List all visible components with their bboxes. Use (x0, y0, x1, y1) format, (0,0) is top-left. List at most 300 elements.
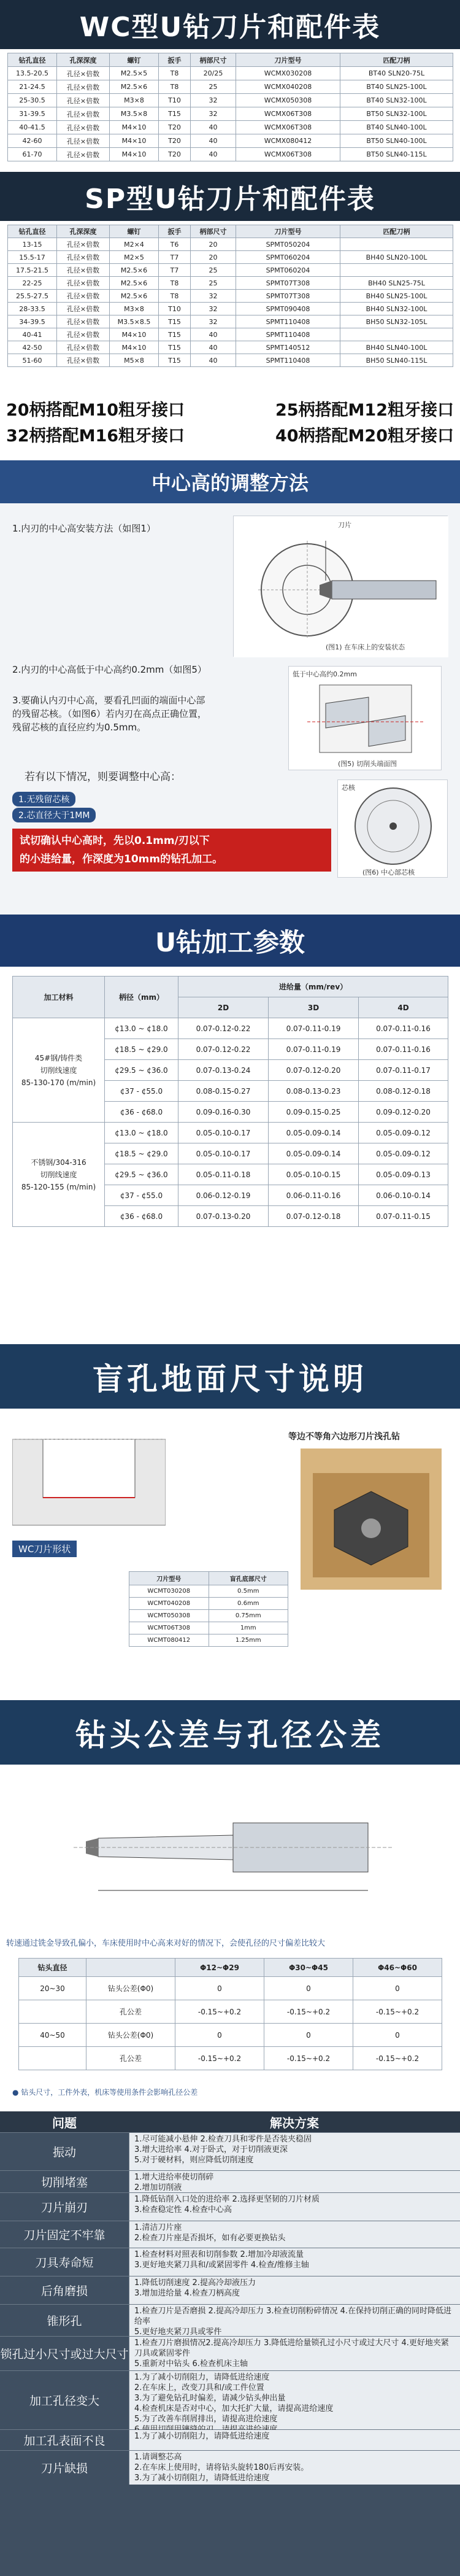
hex-insert-photo (301, 1449, 442, 1590)
wc-header-1: 孔深深度 (57, 53, 110, 67)
blind-row (129, 1610, 288, 1622)
wc-cell: 25-30.5 (8, 94, 57, 107)
problem-name: 刀片崩刃 (40, 2201, 88, 2214)
blind-header-insert: 刀片型号 (129, 1572, 209, 1585)
blind-hole-section (0, 1344, 460, 1700)
param-header-shank: 柄径（mm） (105, 977, 178, 1018)
param-cell: 0.08-0.12-0.18 (359, 1081, 448, 1102)
solution-list (129, 2171, 460, 2192)
problem-name: 锥形孔 (47, 2315, 82, 2328)
param-cell: ¢36 - ¢68.0 (105, 1206, 178, 1227)
wc-cell: M3.5×8 (110, 107, 159, 121)
wc-cell: 孔径×倍数 (57, 80, 110, 94)
param-cell: 0.05-0.09-0.14 (269, 1123, 359, 1143)
sp-cell: 32 (191, 315, 236, 328)
sp-cell: 孔径×倍数 (57, 354, 110, 367)
solution-list (129, 2337, 460, 2370)
wc-cell: 孔径×倍数 (57, 94, 110, 107)
note-20-shank: 20柄搭配M10粗牙接口 (6, 400, 185, 420)
sp-title: SP型U钻刀片和配件表 (85, 184, 375, 215)
wc-cell: T20 (159, 134, 191, 148)
sp-cell: SPMT090408 (236, 303, 340, 315)
param-header-3d: 3D (269, 997, 359, 1018)
solution-line: 1.为了减小切削阻力，请降低进给速度 (134, 2373, 270, 2382)
param-header-2d: 2D (178, 997, 269, 1018)
wc-cell: M2.5×5 (110, 67, 159, 80)
blind-title: 盲孔地面尺寸说明 (0, 1344, 460, 1409)
sp-cell: BH40 SLN32-100L (340, 303, 453, 315)
tol-cell: 孔公差 (86, 2047, 175, 2070)
solution-list (129, 2305, 460, 2336)
sp-cell: BH40 SLN25-100L (340, 290, 453, 303)
center-step-2: 2.内刃的中心高低于中心高约0.2mm（如图5） (12, 664, 207, 675)
sp-cell: 28-33.5 (8, 303, 57, 315)
sp-cell: 孔径×倍数 (57, 238, 110, 251)
sp-cell: 40 (191, 341, 236, 354)
u-drill-parameter-section (0, 915, 460, 1344)
wc-row (8, 67, 453, 80)
param-cell: 0.05-0.09-0.13 (359, 1164, 448, 1185)
figure-5-head-end (288, 666, 442, 770)
sp-cell: 20 (191, 238, 236, 251)
lathe-mount-drawing (234, 516, 448, 657)
sp-cell: M3×8 (110, 303, 159, 315)
solution-list (129, 2276, 460, 2304)
solution-line: 3.检查稳定性 4.检查中心高 (134, 2205, 232, 2214)
sp-row (8, 303, 453, 315)
sp-cell: 孔径×倍数 (57, 303, 110, 315)
blind-cell: 1.25mm (209, 1634, 288, 1647)
solution-column-header: 解决方案 (270, 2115, 319, 2130)
tol-table-wrap (18, 1958, 442, 2070)
tol-cell: 0 (175, 1977, 264, 2000)
wc-table (7, 53, 453, 161)
blind-cell: WCMT030208 (129, 1585, 209, 1598)
hex-insert-drawing (301, 1449, 442, 1590)
note-25-shank: 25柄搭配M12粗牙接口 (275, 400, 454, 420)
solution-line: 1.降低切削速度 2.提高冷却液压力 (134, 2278, 256, 2288)
sp-cell: 51-60 (8, 354, 57, 367)
wc-cell: WCMX080412 (236, 134, 340, 148)
param-cell: 0.05-0.10-0.17 (178, 1123, 269, 1143)
sp-header-3: 扳手 (159, 225, 191, 238)
sp-cell: BH50 SLN40-115L (340, 354, 453, 367)
sp-row (8, 290, 453, 303)
hex-insert-title: 等边不等角六边形刀片浅孔钻 (288, 1432, 400, 1442)
solution-line: 5.更好地夹紧刀具或零件 (134, 2327, 222, 2337)
param-cell: 0.07-0.11-0.17 (359, 1060, 448, 1081)
fig6-caption: (图6) 中心部芯核 (362, 868, 415, 876)
wc-cell: T10 (159, 94, 191, 107)
wc-cell: BT50 SLN32-100L (340, 107, 453, 121)
solution-line: 5.对于硬材料，则应降低切削速度 (134, 2156, 254, 2165)
wc-row (8, 134, 453, 148)
param-cell: 0.07-0.12-0.22 (178, 1039, 269, 1060)
sp-cell: T10 (159, 303, 191, 315)
param-cell: 0.09-0.15-0.25 (269, 1102, 359, 1123)
param-cell: 0.09-0.12-0.20 (359, 1102, 448, 1123)
param-cell: 0.07-0.11-0.19 (269, 1018, 359, 1039)
condition-no-core: 1.无残留芯核 (12, 792, 75, 806)
param-header-feed: 进给量（mm/rev） (178, 977, 448, 997)
wc-cell: WCMX06T308 (236, 148, 340, 161)
solution-line: 1.降低钻削入口处的进给率 2.选择更坚韧的刀片材质 (134, 2195, 320, 2204)
param-row (13, 1123, 448, 1143)
solution-line: 1.检查刀片是否磨损 2.提高冷却压力 3.检查切削粉碎情况 4.在保持切削正确的同时降低进给率 (134, 2307, 452, 2326)
param-cell: ¢29.5 ~ ¢36.0 (105, 1164, 178, 1185)
wc-row (8, 121, 453, 134)
blind-hole-diagram (12, 1427, 166, 1531)
warning-line-1: 试切确认中心高时，先以0.1mm/刃以下 (20, 835, 210, 847)
sp-row (8, 341, 453, 354)
wc-cell: BT40 SLN40-100L (340, 121, 453, 134)
param-cell: 0.05-0.10-0.17 (178, 1143, 269, 1164)
sp-cell: 25.5-27.5 (8, 290, 57, 303)
param-cell: 0.07-0.11-0.16 (359, 1018, 448, 1039)
param-cell: 0.07-0.12-0.18 (269, 1206, 359, 1227)
drill-diagram (49, 1786, 417, 1927)
tol-cell: 0 (353, 2024, 442, 2047)
sp-title-banner (0, 172, 460, 221)
sp-cell: SPMT110408 (236, 354, 340, 367)
solution-line: 3.为了减小切削阻力，请降低进给速度 (134, 2474, 270, 2483)
problem-row (0, 2370, 460, 2429)
blind-cell: WCMT050308 (129, 1610, 209, 1622)
sp-cell: M2.5×6 (110, 264, 159, 277)
fig6-core-label: 芯核 (342, 784, 355, 792)
sp-cell: SPMT050204 (236, 238, 340, 251)
sp-header-0: 钻孔直径 (8, 225, 57, 238)
drill-drawing (49, 1786, 417, 1927)
tol-cell: 钻头公差(Φ0) (86, 2024, 175, 2047)
wc-cell: T8 (159, 67, 191, 80)
blind-table-wrap (129, 1571, 288, 1647)
sp-cell: 13-15 (8, 238, 57, 251)
tol-cell: 0 (353, 1977, 442, 2000)
wc-cell: M4×10 (110, 134, 159, 148)
param-cell: ¢18.5 ~ ¢29.0 (105, 1039, 178, 1060)
solution-line: 5.重新对中钻头 6.检查机床主轴 (134, 2359, 248, 2369)
param-cell: 0.07-0.12-0.20 (269, 1060, 359, 1081)
solution-line: 1.检查材料对照表和切削参数 2.增加冷却液流量 (134, 2250, 304, 2259)
wc-row (8, 80, 453, 94)
solution-line: 3.增大进给率 4.对于卧式，对于切削液更深 (134, 2145, 288, 2154)
param-cell: 0.08-0.15-0.27 (178, 1081, 269, 1102)
tol-table (18, 1958, 442, 2070)
param-cell: 0.07-0.11-0.16 (359, 1039, 448, 1060)
problem-row (0, 2221, 460, 2248)
sp-cell: 孔径×倍数 (57, 341, 110, 354)
sp-cell: 孔径×倍数 (57, 277, 110, 290)
tol-cell: -0.15~+0.2 (175, 2000, 264, 2024)
sp-cell: M3.5×8.5 (110, 315, 159, 328)
solution-list (129, 2248, 460, 2276)
param-cell: 0.07-0.13-0.24 (178, 1060, 269, 1081)
tol-cell: -0.15~+0.2 (353, 2047, 442, 2070)
wc-cell: 25 (191, 80, 236, 94)
wc-cell: 40 (191, 121, 236, 134)
note-32-shank: 32柄搭配M16粗牙接口 (6, 426, 185, 446)
tol-cell: -0.15~+0.2 (353, 2000, 442, 2024)
blind-cell: 0.5mm (209, 1585, 288, 1598)
solution-line: 1.尽可能减小悬伸 2.检查刀具和零件是否装夹稳固 (134, 2135, 312, 2144)
warning-line-2: 的小进给量，作深度为10mm的钻孔加工。 (20, 853, 223, 865)
figure-1-lathe-mount (233, 516, 448, 657)
sp-cell: T6 (159, 238, 191, 251)
param-cell: 0.05-0.10-0.15 (269, 1164, 359, 1185)
param-cell: 0.05-0.09-0.14 (269, 1143, 359, 1164)
param-cell: 0.08-0.13-0.23 (269, 1081, 359, 1102)
tol-row (19, 2024, 442, 2047)
solution-line: 1.清洁刀片座 (134, 2223, 182, 2232)
sp-cell: M2×5 (110, 251, 159, 264)
wc-cell: 40 (191, 148, 236, 161)
wc-cell: BT50 SLN40-100L (340, 134, 453, 148)
tol-cell: 孔公差 (86, 2000, 175, 2024)
wc-cell: BT40 SLN20-75L (340, 67, 453, 80)
problem-name: 加工孔表面不良 (23, 2434, 105, 2448)
sp-cell: T15 (159, 328, 191, 341)
sp-cell: T15 (159, 315, 191, 328)
troubleshooting-rows (0, 2132, 460, 2485)
sp-cell: 17.5-21.5 (8, 264, 57, 277)
sp-cell: M2×4 (110, 238, 159, 251)
problem-row (0, 2450, 460, 2485)
sp-cell: 40-41 (8, 328, 57, 341)
param-cell: 0.07-0.12-0.22 (178, 1018, 269, 1039)
wc-cell: T20 (159, 121, 191, 134)
wc-title-banner (0, 0, 460, 49)
sp-cell: M4×10 (110, 328, 159, 341)
solution-list (129, 2451, 460, 2485)
tol-cell: -0.15~+0.2 (264, 2000, 353, 2024)
problem-name: 刀片固定不牢靠 (23, 2229, 105, 2242)
tol-caption: 转速通过铣金导致孔偏小，车床使用时中心高来对好的情况下，会使孔径的尺寸偏差比较大 (6, 1939, 326, 1948)
problem-name: 后角磨损 (40, 2284, 88, 2298)
wc-cell: BT50 SLN40-115L (340, 148, 453, 161)
wc-cell: T15 (159, 107, 191, 121)
sp-row (8, 238, 453, 251)
tol-header-drill: 钻头直径 (19, 1959, 86, 1977)
blind-cell: 0.75mm (209, 1610, 288, 1622)
wc-row (8, 94, 453, 107)
sp-cell: SPMT110408 (236, 328, 340, 341)
sp-cell (340, 328, 453, 341)
param-material-line: 85-120-155 (m/min) (21, 1182, 96, 1191)
sp-header-5: 刀片型号 (236, 225, 340, 238)
sp-cell: 40 (191, 328, 236, 341)
wc-cell: 13.5-20.5 (8, 67, 57, 80)
wc-insert-section (0, 0, 460, 172)
sp-cell: SPMT060204 (236, 251, 340, 264)
param-cell: 0.06-0.11-0.16 (269, 1185, 359, 1206)
sp-insert-section (0, 172, 460, 393)
wc-cell: BT40 SLN32-100L (340, 94, 453, 107)
blind-row (129, 1585, 288, 1598)
shank-thread-notes (0, 393, 460, 460)
sp-header-6: 匹配刀柄 (340, 225, 453, 238)
wc-cell: M4×10 (110, 121, 159, 134)
sp-cell: SPMT07T308 (236, 290, 340, 303)
wc-title: WC型U钻刀片和配件表 (79, 12, 381, 43)
sp-row (8, 354, 453, 367)
param-cell: 0.05-0.11-0.18 (178, 1164, 269, 1185)
wc-cell: WCMX030208 (236, 67, 340, 80)
param-row (13, 1018, 448, 1039)
center-step-3b: 的残留芯核。（如图6）若内刃在高点正确位置， (12, 708, 207, 719)
blind-row (129, 1598, 288, 1610)
tol-cell: 0 (175, 2024, 264, 2047)
wc-cell: 孔径×倍数 (57, 148, 110, 161)
param-cell: ¢13.0 ~ ¢18.0 (105, 1018, 178, 1039)
param-cell: 0.05-0.09-0.12 (359, 1143, 448, 1164)
sp-cell: 22-25 (8, 277, 57, 290)
tol-cell (19, 2047, 86, 2070)
solution-list (129, 2221, 460, 2248)
wc-shape-label: WC刀片形状 (12, 1541, 77, 1557)
sp-cell: T8 (159, 290, 191, 303)
param-header-material: 加工材料 (13, 977, 105, 1018)
blind-row (129, 1634, 288, 1647)
sp-cell: M2.5×6 (110, 277, 159, 290)
param-cell: 0.06-0.10-0.14 (359, 1185, 448, 1206)
center-step-3c: 残留芯核的直径应约为0.5mm。 (12, 722, 147, 733)
solution-list (129, 2193, 460, 2221)
blind-cell: 0.6mm (209, 1598, 288, 1610)
param-cell: ¢37 - ¢55.0 (105, 1185, 178, 1206)
fig1-blade-label: 刀片 (338, 521, 351, 529)
sp-table-wrap (7, 225, 453, 367)
wc-cell: 40-41.5 (8, 121, 57, 134)
problem-name: 振动 (52, 2146, 76, 2159)
param-cell: ¢29.5 ~ ¢36.0 (105, 1060, 178, 1081)
sp-cell: BH40 SLN25-75L (340, 277, 453, 290)
center-height-section (0, 460, 460, 915)
sp-cell: 孔径×倍数 (57, 328, 110, 341)
tol-cell: 20~30 (19, 1977, 86, 2000)
solution-line: 3.为了避免钻孔时偏差，请减少钻头伸出量 (134, 2394, 286, 2403)
wc-cell: BT40 SLN25-100L (340, 80, 453, 94)
problem-row (0, 2336, 460, 2370)
sp-table (7, 225, 453, 367)
blind-row (129, 1622, 288, 1634)
tol-cell: -0.15~+0.2 (264, 2047, 353, 2070)
sp-cell: T15 (159, 354, 191, 367)
wc-cell: WCMX050308 (236, 94, 340, 107)
troubleshooting-header (0, 2111, 460, 2132)
solution-line: 3.更好地夹紧刀具和/或紧固零件 4.检查/维修主轴 (134, 2261, 309, 2270)
sp-cell: SPMT060204 (236, 264, 340, 277)
param-material-cell (13, 1123, 105, 1227)
tol-row (19, 2000, 442, 2024)
problem-row (0, 2170, 460, 2192)
wc-header-4: 柄部尺寸 (191, 53, 236, 67)
tol-cell (19, 2000, 86, 2024)
solution-line: 1.检查刀片磨损情况2.提高冷却压力 3.降低进给量锁孔过小尺寸或过大尺寸 4.更好地夹紧刀具或紧固零件 (134, 2338, 449, 2358)
param-title: U钻加工参数 (0, 915, 460, 967)
center-condition-intro: 若有以下情况，则要调整中心高： (25, 771, 181, 783)
sp-cell: 40 (191, 354, 236, 367)
param-table (12, 976, 448, 1227)
sp-header-4: 柄部尺寸 (191, 225, 236, 238)
condition-core-too-big: 2.芯直径大于1MM (12, 808, 96, 822)
sp-cell: 20 (191, 251, 236, 264)
wc-table-wrap (7, 53, 453, 161)
tol-row (19, 1977, 442, 2000)
sp-cell: 孔径×倍数 (57, 315, 110, 328)
wc-header-3: 扳手 (159, 53, 191, 67)
problem-name: 加工孔径变大 (29, 2394, 99, 2408)
wc-cell: 31-39.5 (8, 107, 57, 121)
solution-line: 2.在车床上，改变刀具和/或工件位置 (134, 2383, 264, 2392)
problem-row (0, 2132, 460, 2170)
tol-header-c: Φ46~Φ60 (353, 1959, 442, 1977)
wc-cell: 21-24.5 (8, 80, 57, 94)
sp-cell: 32 (191, 290, 236, 303)
problem-row (0, 2192, 460, 2221)
param-material-line: 不锈钢/304-316 (31, 1158, 86, 1167)
solution-list (129, 2133, 460, 2170)
param-cell: 0.06-0.12-0.19 (178, 1185, 269, 1206)
solution-line: 4.检查机床是否对中心，加大托扩大量，请提高进给速度 (134, 2404, 334, 2413)
problem-row (0, 2304, 460, 2336)
tolerance-section (0, 1700, 460, 2111)
center-height-title: 中心高的调整方法 (0, 460, 460, 503)
wc-cell: 孔径×倍数 (57, 107, 110, 121)
param-cell: 0.07-0.13-0.20 (178, 1206, 269, 1227)
wc-header-5: 刀片型号 (236, 53, 340, 67)
wc-cell: WCMX06T308 (236, 121, 340, 134)
wc-cell: 32 (191, 107, 236, 121)
wc-cell: M2.5×6 (110, 80, 159, 94)
tol-row (19, 2047, 442, 2070)
tol-cell: 0 (264, 2024, 353, 2047)
blind-cell: 1mm (209, 1622, 288, 1634)
troubleshooting-section (0, 2111, 460, 2576)
wc-cell: 32 (191, 94, 236, 107)
sp-cell (340, 238, 453, 251)
sp-cell: 42-50 (8, 341, 57, 354)
problem-row (0, 2248, 460, 2276)
fig1-caption: (图1) 在车床上的安装状态 (326, 643, 405, 651)
solution-line: 2.增加切削液 (134, 2183, 182, 2192)
wc-cell: M4×10 (110, 148, 159, 161)
solution-line: 3.增加进给量 4.检查刀柄高度 (134, 2289, 240, 2298)
blind-cell: WCMT06T308 (129, 1622, 209, 1634)
param-cell: 0.09-0.16-0.30 (178, 1102, 269, 1123)
wc-cell: 42-60 (8, 134, 57, 148)
sp-cell: SPMT140512 (236, 341, 340, 354)
sp-cell: M5×8 (110, 354, 159, 367)
param-material-line: 85-130-170 (m/min) (21, 1078, 96, 1087)
tol-header-a: Φ12~Φ29 (175, 1959, 264, 1977)
param-material-cell (13, 1018, 105, 1123)
wc-cell: T20 (159, 148, 191, 161)
sp-cell: 34-39.5 (8, 315, 57, 328)
param-cell: ¢18.5 ~ ¢29.0 (105, 1143, 178, 1164)
sp-cell: 25 (191, 277, 236, 290)
param-cell: ¢37 - ¢55.0 (105, 1081, 178, 1102)
problem-column-header: 问题 (52, 2115, 77, 2130)
blind-cell: WCMT040208 (129, 1598, 209, 1610)
sp-cell: 15.5-17 (8, 251, 57, 264)
center-step-3a: 3.要确认内刃中心高，要看孔凹面的端面中心部 (12, 695, 205, 706)
problem-row (0, 2276, 460, 2304)
wc-cell: 孔径×倍数 (57, 121, 110, 134)
sp-header-2: 螺钉 (110, 225, 159, 238)
sp-row (8, 264, 453, 277)
head-end-drawing (289, 667, 442, 771)
